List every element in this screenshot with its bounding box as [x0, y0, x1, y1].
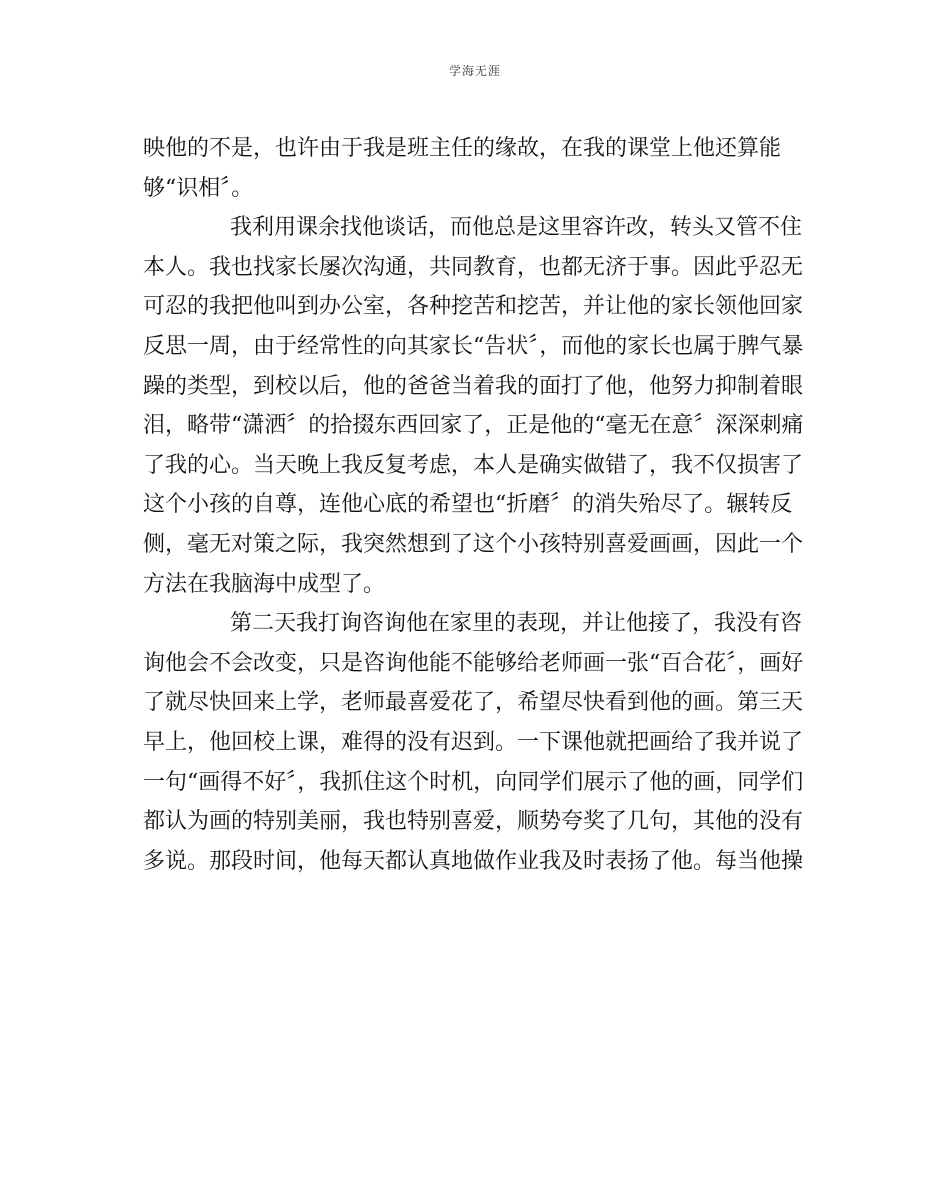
text-line: 映他的不是，也许由于我是班主任的缘故，在我的课堂上他还算能: [143, 136, 782, 161]
text-line: 都认为画的特别美丽，我也特别喜爱，顺势夸奖了几句，其他的没有: [143, 809, 804, 835]
text-line: 早上，他回校上课，难得的没有迟到。一下课他就把画给了我并说了: [143, 729, 804, 755]
text-line: 这个小孩的自尊，连他心底的希望也“折磨〞的消失殆尽了。辗转反: [143, 492, 793, 518]
text-line: 侧，毫无对策之际，我突然想到了这个小孩特别喜爱画画，因此一个: [143, 531, 804, 557]
paragraph-first-line: 我利用课余找他谈话，而他总是这里容许改，转头又管不住: [230, 215, 803, 241]
text-line: 方法在我脑海中成型了。: [143, 571, 386, 597]
text-line: 够“识相〞。: [143, 175, 254, 201]
text-line: 多说。那段时间，他每天都认真地做作业我及时表扬了他。每当他操: [143, 848, 804, 874]
text-line: 可忍的我把他叫到办公室，各种挖苦和挖苦，并让他的家长领他回家: [143, 294, 804, 320]
text-line: 了就尽快回来上学，老师最喜爱花了，希望尽快看到他的画。第三天: [143, 690, 804, 716]
text-line: 本人。我也找家长屡次沟通，共同教育，也都无济于事。因此乎忍无: [143, 254, 804, 280]
paragraph-first-line: 第二天我打询咨询他在家里的表现，并让他接了，我没有咨: [230, 611, 803, 637]
text-line: 了我的心。当天晚上我反复考虑，本人是确实做错了，我不仅损害了: [143, 452, 804, 478]
body-text: [143, 130, 808, 882]
text-line: 询他会不会改变，只是咨询他能不能够给老师画一张“百合花〞，画好: [143, 650, 804, 676]
text-line: 反思一周，由于经常性的向其家长“告状〞，而他的家长也属于脾气暴: [143, 333, 804, 359]
page-header: 学海无涯: [448, 64, 501, 78]
text-line: 躁的类型，到校以后，他的爸爸当着我的面打了他，他努力抑制着眼: [143, 373, 804, 399]
text-line: 一句“画得不好〞，我抓住这个时机，向同学们展示了他的画，同学们: [143, 769, 804, 795]
text-line: 泪，略带“潇洒〞的拾掇东西回家了，正是他的“毫无在意〞深深刺痛: [143, 413, 804, 439]
